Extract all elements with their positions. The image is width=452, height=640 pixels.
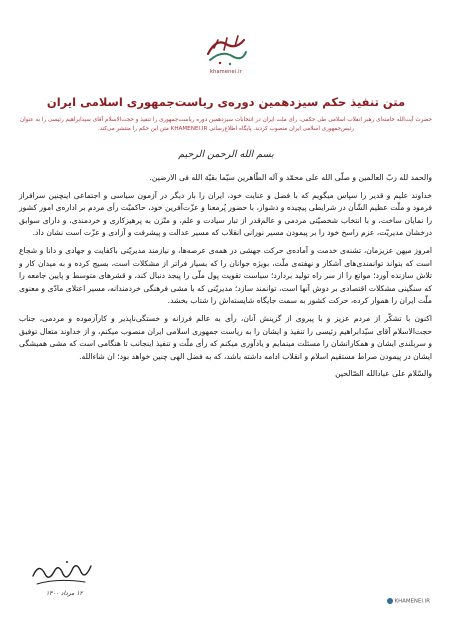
basmala: بسم الله الرحمن الرحیم [178, 149, 274, 160]
signature-date: ۱۲ مرداد ۱۴۰۰ [46, 590, 83, 597]
handwritten-signature [27, 556, 97, 618]
letter-closing: والسّلام علی عبادالله الصّالحین [335, 369, 432, 379]
letter-paragraph: خداوند علیم و قدیر را سپاس میگویم که با فضل و عنایت خود، ایران را بار دیگر در آزمون سیاسی و اجتماعی اینچنین سرافراز فرمود و ملّت عظیم الشّأن در شرایطی پیچیده و دشوار، با حضور پُرمعنا و عزّت‌آفرین خود، حاکمیّت رأی مردم بر اداره‌ی امور کشور را نمایان ساخت، و با انتخاب شخصیّتی مردمی و عالم‌قدر از تبار سیادت و علم، و متّزن به پرهیزکاری و خردمندی، و دارای سوابق درخشان مدیریّت، عزم راسخ خود را بر پیمودن مسیر نورانی انقلاب که مسیر عدالت و پیشرفت و آزادی و عزّت است نشان داد. [19, 190, 432, 238]
calligraphy-logo-icon [202, 30, 250, 68]
lead-paragraph: حضرت آیت‌الله خامنه‌ای رهبر انقلاب اسلامی طی حکمی، رأی ملت ایران در انتخابات سیزدهمین دوره ریاست‌جمهوری را تنفیذ و حجت‌الاسلام آقای سیدابراهیم رئیسی را به عنوان رئیس‌جمهوری اسلامی ایران منصوب کردند. پایگاه اطلاع‌رسانی KHAMENEI.IR متن این حکم را منتشر می‌کند. [20, 117, 432, 132]
brand-label: KHAMENEI.IR [394, 598, 430, 605]
site-logo [196, 30, 256, 84]
logo-caption: khamenei.ir [210, 69, 242, 75]
letter-paragraph: والحمد لله ربّ العالمین و صلّی الله علی محمّد و آله الطّاهرین سیّما بقیّة الله فی الارضین. [149, 173, 432, 182]
page-title: متن تنفیذ حکم سیزدهمین دوره‌ی ریاست‌جمهوری اسلامی ایران [46, 95, 406, 109]
khamenei-brand [387, 598, 430, 605]
letter-paragraph: امروز میهن عزیزمان، تشنه‌ی خدمت و آماده‌ی حرکت جهشی در همه‌ی عرصه‌ها، و نیازمند مدیریّتی باکفایت و جهادی و دانا و شجاع است که بتواند توانمندی‌های آشکار و نهفته‌ی ملّت، بویژه جوانان را که بسیار فراتر از مشکلات است، بسیج کرده و به میدان کار و تلاش سازنده آورد؛ موانع را از سر راه تولید بردارد؛ سیاست تقویت پول ملّی را پیجد دنبال کند، و قشرهای متوسط و پایین جامعه را که سنگینی مشکلات اقتصادی بر دوش آنها است، توانمند سازد؛ مدیریّتی که با مشی فرهنگی خردمندانه، مسیر اعتلای مادّی و معنوی ملّت ایران را هموار کرده، حرکت کشور به سمت جایگاه شایسته‌اش را شتاب بخشد. [19, 245, 432, 306]
brand-dot-icon [387, 598, 393, 604]
letter-paragraph: اکنون با تشکّر از مردم عزیز و با پیروی از گزینش آنان، رأی به عالم فرزانه و خستگی‌ناپذیر و کارآزموده و مردمی، جناب حجت‌الاسلام آقای سیّدابراهیم رئیسی را تنفیذ و ایشان را به ریاست جمهوری اسلامی ایران منصوب میکنم، و از خداوند متعال توفیق و سربلندی ایشان و همکارانشان را مسئلت مینمایم و یادآوری میکنم که رأی ملّت و تنفیذ اینجانب تا هنگامی است که مشی همیشگی ایشان در پیمودن صراط مستقیم اسلام و انقلاب ادامه داشته باشد، که به فضل الهی چنین خواهد بود؛ ان شاءالله. [19, 313, 432, 361]
letter-body [19, 172, 432, 381]
